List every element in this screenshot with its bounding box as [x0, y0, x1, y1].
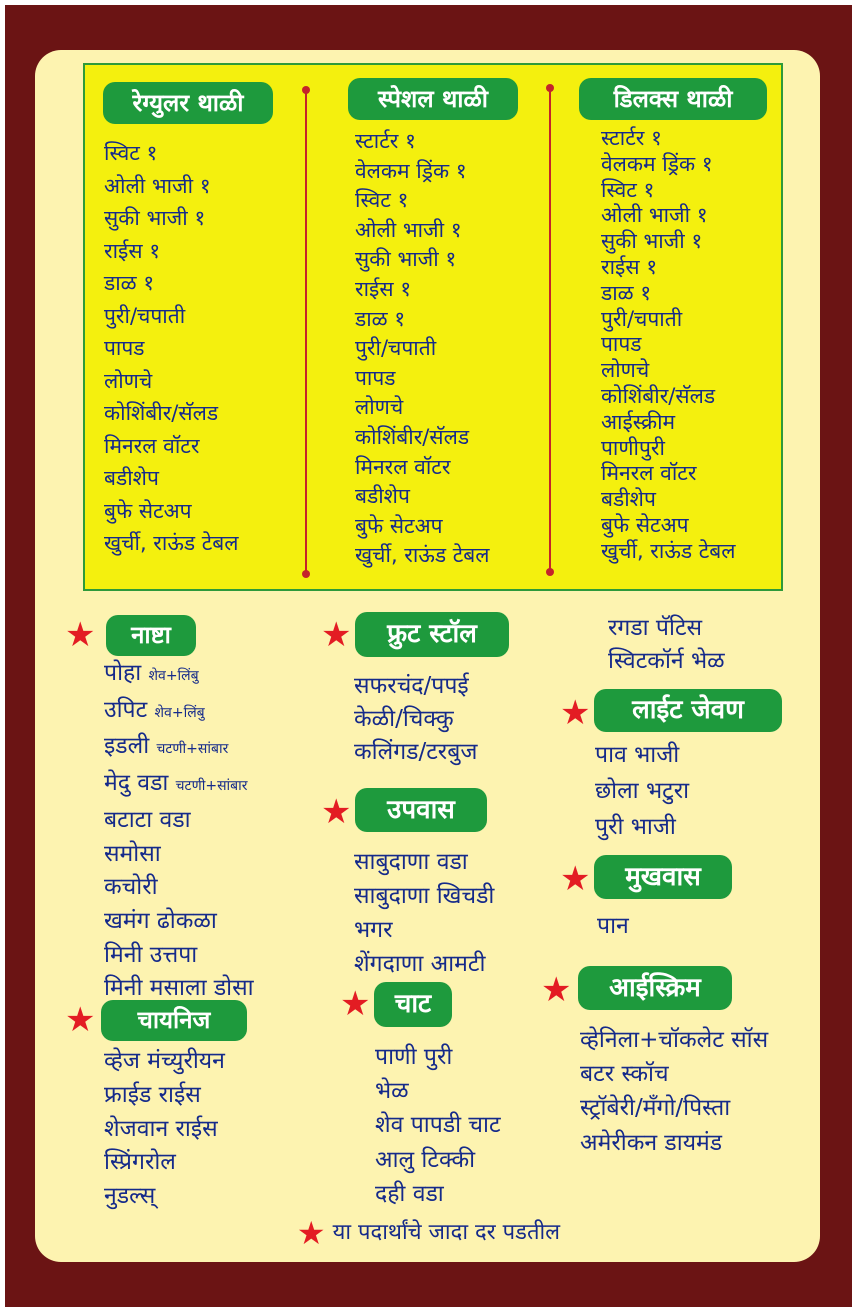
nashta-list — [104, 657, 254, 1006]
list-item: स्विट १ — [601, 177, 655, 202]
star-icon: ★ — [65, 1000, 96, 1040]
list-item: पापड — [104, 336, 145, 360]
list-item: सुकी भाजी १ — [355, 247, 457, 272]
list-item: स्टार्टर १ — [601, 126, 662, 150]
list-item: छोला भटुरा — [595, 778, 690, 804]
list-item: व्हेनिला+चॉकलेट सॉस — [580, 1027, 769, 1053]
list-item: स्प्रिंगरोल — [104, 1149, 176, 1176]
list-item — [104, 838, 254, 872]
item-name: खमंग ढोकळा — [104, 907, 217, 934]
upvas-heading: उपवास — [357, 790, 485, 830]
item-name: मिनी उत्तपा — [104, 941, 198, 968]
list-item — [104, 657, 254, 694]
list-item: भगर — [354, 917, 393, 943]
list-item: वेलकम ड्रिंक १ — [355, 158, 467, 183]
list-item: साबुदाणा खिचडी — [354, 883, 495, 909]
list-item: सुकी भाजी १ — [601, 229, 703, 254]
divider-line-1 — [305, 90, 307, 574]
list-item: राईस १ — [104, 238, 161, 263]
fruit-stall-heading: फ्रुट स्टॉल — [357, 614, 507, 655]
list-item: कोशिंबीर/सॅलड — [601, 383, 716, 408]
list-item: राईस १ — [601, 254, 658, 279]
list-item: शेजवान राईस — [104, 1115, 218, 1142]
list-item: खुर्ची, राऊंड टेबल — [601, 538, 736, 563]
list-item: कोशिंबीर/सॅलड — [355, 424, 470, 449]
regular-thali-heading: रेग्युलर थाळी — [105, 84, 271, 122]
list-item: सफरचंद/पपई — [354, 673, 469, 699]
item-name: मेदु वडा — [104, 770, 169, 797]
list-item: पान — [597, 913, 629, 939]
list-item — [104, 730, 254, 767]
list-item: केळी/चिक्कु — [354, 706, 454, 732]
list-item: बडीशेप — [355, 484, 410, 509]
list-item: शेव पापडी चाट — [375, 1112, 501, 1139]
upvas-list — [354, 845, 494, 981]
list-item: लोणचे — [601, 358, 650, 383]
list-item — [104, 905, 254, 939]
list-item: फ्राईड राईस — [104, 1081, 201, 1108]
star-icon: ★ — [560, 859, 591, 899]
chaat-extra-list — [608, 612, 725, 678]
chaat-heading: चाट — [376, 984, 450, 1025]
list-item: राईस १ — [355, 276, 412, 301]
icecream-heading: आईस्क्रिम — [580, 968, 730, 1008]
list-item: पुरी/चपाती — [104, 303, 186, 328]
list-item: भेळ — [375, 1078, 409, 1105]
list-item: लोणचे — [355, 395, 404, 420]
light-jevan-list — [595, 737, 689, 845]
fruit-stall-list — [354, 670, 477, 769]
list-item: शेंगदाणा आमटी — [354, 951, 486, 977]
special-thali-list — [355, 127, 490, 571]
regular-thali-list — [104, 137, 239, 560]
list-item: पाणी पुरी — [375, 1044, 453, 1070]
list-item: कोशिंबीर/सॅलड — [104, 401, 219, 425]
list-item — [104, 939, 254, 973]
list-item: आईस्क्रीम — [601, 409, 676, 434]
nashta-heading: नाष्टा — [108, 617, 194, 654]
icecream-list — [580, 1023, 768, 1160]
list-item: खुर्ची, राऊंड टेबल — [355, 543, 490, 568]
item-note: शेव+लिंबु — [154, 704, 205, 721]
footer-note-text: या पदार्थांचे जादा दर पडतील — [332, 1220, 561, 1245]
chinese-list — [104, 1045, 225, 1214]
list-item: स्विट १ — [355, 188, 409, 213]
mukhvas-heading: मुखवास — [596, 857, 730, 897]
list-item: बुफे सेटअप — [601, 512, 689, 537]
list-item — [104, 972, 254, 1006]
star-icon: ★ — [560, 693, 591, 733]
list-item: स्विट १ — [104, 141, 158, 165]
list-item: ओली भाजी १ — [355, 217, 462, 242]
deluxe-thali-heading: डिलक्स थाळी — [581, 80, 765, 118]
list-item: खुर्ची, राऊंड टेबल — [104, 531, 239, 555]
divider-line-2 — [549, 88, 551, 572]
star-icon: ★ — [541, 970, 572, 1010]
star-icon: ★ — [340, 984, 371, 1024]
list-item: पापड — [355, 365, 396, 390]
list-item: डाळ १ — [601, 280, 652, 305]
list-item: पापड — [601, 332, 642, 357]
item-name: कचोरी — [104, 874, 158, 901]
star-icon: ★ — [321, 792, 352, 832]
star-icon: ★ — [296, 1214, 326, 1252]
list-item: बटर स्कॉच — [580, 1061, 669, 1088]
list-item: स्विटकॉर्न भेळ — [608, 648, 725, 674]
list-item: स्ट्रॉबेरी/मँगो/पिस्ता — [580, 1095, 731, 1122]
list-item: सुकी भाजी १ — [104, 206, 206, 230]
item-name: बटाटा वडा — [104, 806, 191, 833]
item-note: चटणी+सांबार — [156, 741, 229, 758]
list-item: साबुदाणा वडा — [354, 849, 468, 875]
list-item: डाळ १ — [104, 271, 155, 295]
list-item: मिनरल वॉटर — [104, 433, 200, 458]
item-name: उपिट — [104, 696, 148, 723]
light-jevan-heading: लाईट जेवण — [596, 691, 780, 730]
item-name: समोसा — [104, 840, 161, 867]
list-item: नुडल्स् — [104, 1183, 156, 1210]
list-item: मिनरल वॉटर — [601, 461, 697, 486]
list-item: बडीशेप — [601, 487, 656, 512]
list-item: बुफे सेटअप — [104, 498, 192, 523]
list-item: पुरी/चपाती — [601, 306, 683, 331]
chaat-list — [375, 1040, 501, 1211]
list-item: पुरी/चपाती — [355, 336, 437, 361]
list-item: आलु टिक्की — [375, 1146, 476, 1173]
footer-note — [0, 1216, 857, 1250]
list-item: पुरी भाजी — [595, 814, 676, 840]
special-thali-heading: स्पेशल थाळी — [350, 80, 516, 118]
list-item — [104, 804, 254, 838]
list-item — [104, 694, 254, 731]
deluxe-thali-list — [601, 126, 736, 565]
list-item: ओली भाजी १ — [104, 173, 211, 198]
list-item: बडीशेप — [104, 466, 159, 490]
item-name: पोहा — [104, 660, 142, 686]
item-note: शेव+लिंबु — [148, 668, 199, 684]
item-name: इडली — [104, 733, 150, 760]
list-item: डाळ १ — [355, 306, 406, 331]
item-name: मिनी मसाला डोसा — [104, 975, 254, 1002]
list-item: ओली भाजी १ — [601, 203, 708, 228]
list-item: अमेरीकन डायमंड — [580, 1129, 723, 1156]
list-item: व्हेज मंच्युरीयन — [104, 1048, 225, 1074]
list-item: पाव भाजी — [595, 742, 680, 768]
star-icon: ★ — [321, 615, 352, 655]
list-item — [104, 767, 254, 804]
list-item: दही वडा — [375, 1180, 444, 1207]
list-item: मिनरल वॉटर — [355, 454, 451, 479]
list-item: स्टार्टर १ — [355, 129, 416, 153]
list-item: बुफे सेटअप — [355, 513, 443, 538]
item-note: चटणी+सांबार — [175, 778, 248, 795]
list-item: कलिंगड/टरबुज — [354, 739, 478, 765]
list-item: लोणचे — [104, 368, 153, 393]
mukhvas-list — [597, 909, 629, 943]
list-item — [104, 871, 254, 905]
list-item: पाणीपुरी — [601, 435, 665, 460]
list-item: रगडा पॅटिस — [608, 615, 703, 641]
list-item: वेलकम ड्रिंक १ — [601, 151, 713, 176]
chinese-heading: चायनिज — [103, 1002, 245, 1039]
star-icon: ★ — [65, 615, 96, 655]
